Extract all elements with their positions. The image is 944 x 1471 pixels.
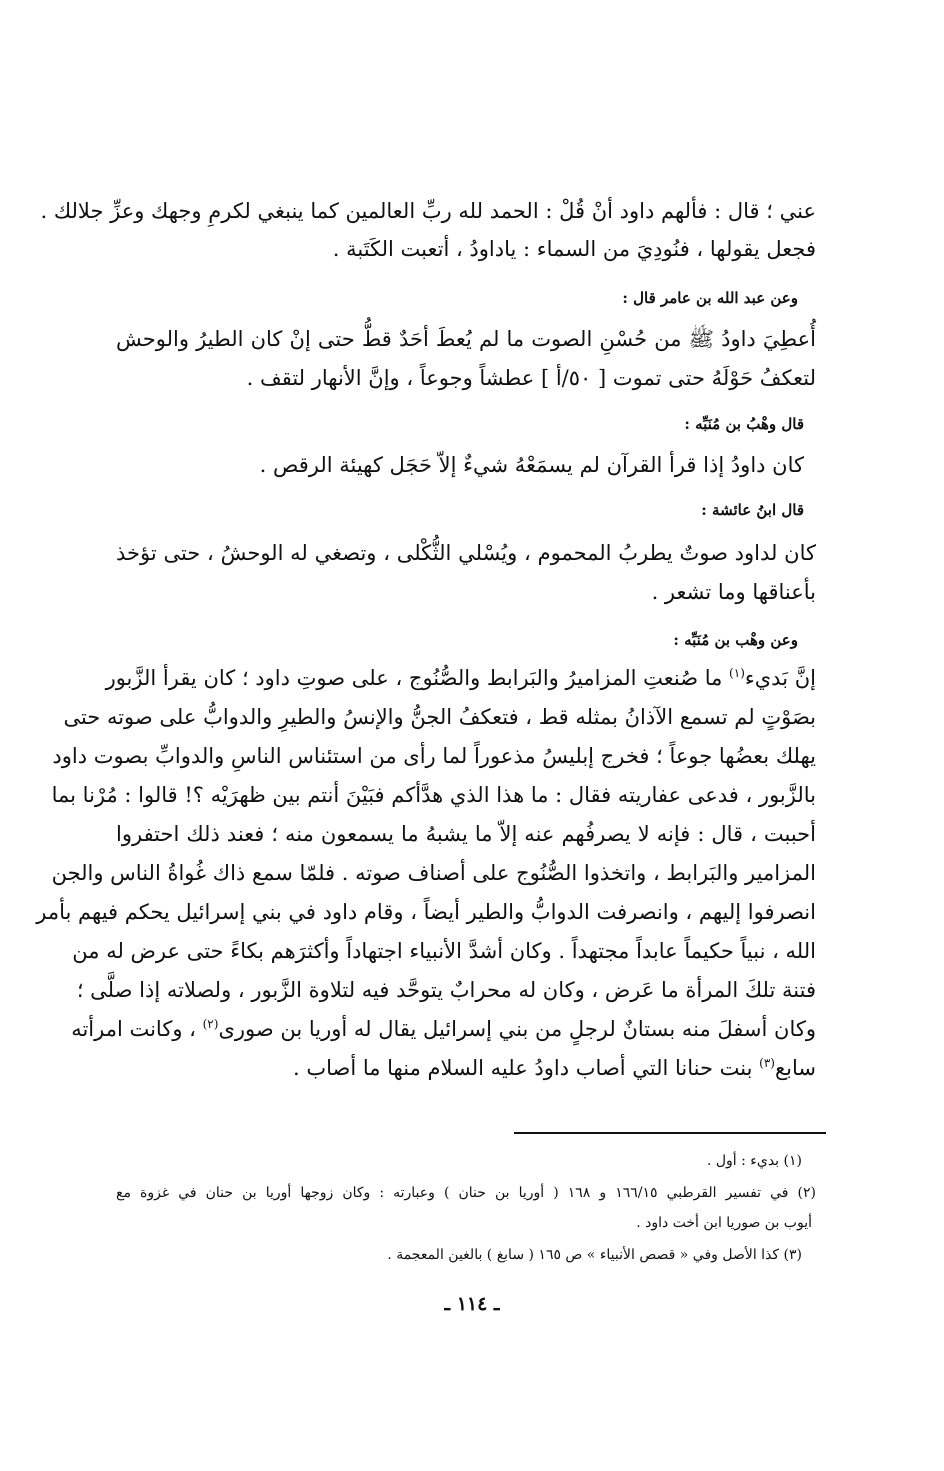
footnote-marker: (٢): [202, 1017, 219, 1031]
footnote: أيوب بن صوريا ابن أخت داود .: [636, 1215, 812, 1231]
body-line: لتعكفُ حَوْلَهُ حتى تموت [ ٥٠/أ ] عطشاً وجوعاً ، وإنَّ الأنهار لتقف .: [246, 366, 816, 390]
body-text: ما صُنعتِ المزاميرُ والبَرابط والصُّنُوج ، على صوتِ داود ؛ كان يقرأ الزَّبور: [105, 666, 730, 690]
body-line: يهلك بعضُها جوعاً ؛ فخرج إبليسُ مذعوراً لما رأى من استئناس الناسِ والدوابِّ بصوت داود: [52, 744, 816, 768]
body-text: سابع: [774, 1056, 816, 1080]
body-text: بنت حنانا التي أصاب داودُ عليه السلام منها ما أصاب .: [292, 1056, 760, 1080]
section-heading: قال ابنُ عائشة :: [701, 501, 804, 519]
body-line: فتنة تلكَ المرأة ما عَرض ، وكان له محرابٌ يتوحَّد فيه لتلاوة الزَّبور ، ولصلاته إذا صلَّى ؛: [76, 978, 816, 1002]
body-line: [105, 663, 816, 693]
section-heading: وعن عبد الله بن عامر قال :: [622, 289, 798, 307]
body-line: المزامير والبَرابط ، واتخذوا الصُّنُوج على أصناف صوته . فلمّا سمع ذاك غُواةُ الناس والجن: [51, 861, 816, 885]
footnote: (١) بديء : أول .: [706, 1153, 802, 1169]
body-line: كان لداود صوتٌ يطربُ المحموم ، ويُسْلي الثُّكْلى ، وتصغي له الوحشُ ، حتى تؤخذ: [116, 541, 816, 565]
body-line: أُعطِيَ داودُ ﷺ من حُسْنِ الصوت ما لم يُعطَ أحَدٌ قطُّ حتى إنْ كان الطيرُ والوحش: [116, 327, 816, 351]
footnote-separator: [514, 1132, 826, 1134]
body-line: بأعناقها وما تشعر .: [651, 580, 816, 604]
body-line: كان داودُ إذا قرأ القرآن لم يسمَعْهُ شيءٌ إلاّ حَجَل كهيئة الرقص .: [259, 453, 804, 477]
body-line: بصَوْتٍ لم تسمع الآذانُ بمثله قط ، فتعكفُ الجنُّ والإنسُ والطيرِ والدوابُّ على صوته حتى: [63, 705, 816, 729]
body-text: إنَّ بَديء: [744, 666, 816, 690]
body-text: وكان أسفلَ منه بستانٌ لرجلٍ من بني إسرائيل يقال له أوريا بن صورى: [218, 1017, 816, 1041]
footnote: (٢) في تفسير القرطبي ١٦٦/١٥ و ١٦٨ ( أوريا بن حنان ) وعبارته : وكان زوجها أوريا بن حنان في غزوة مع: [116, 1185, 816, 1201]
section-heading: وعن وهْب بن مُنَبِّه :: [673, 631, 798, 649]
body-text: ، وكانت امرأته: [71, 1017, 203, 1041]
body-line: [116, 1053, 816, 1083]
body-line: انصرفوا إليهم ، وانصرفت الدوابُّ والطير أيضاً ، وقام داود في بني إسرائيل يحكم فيهم بأمر: [36, 900, 816, 924]
section-heading: قال وهْبُ بن مُنَبِّه :: [684, 415, 804, 433]
footnote: (٣) كذا الأصل وفي « قصص الأنبياء » ص ١٦٥ ( سابغ ) بالغين المعجمة .: [387, 1247, 802, 1263]
footnote-marker: (١): [729, 666, 745, 680]
body-line: أحببت ، قال : فإنه لا يصرفُهم عنه إلاّ ما يشبهُ ما يسمعون منه ؛ فعند ذلك احتفروا: [116, 822, 816, 846]
body-line: بالزَّبور ، فدعى عفاريته فقال : ما هذا الذي هدَّأكم فبَيْنَ أنتم بين ظهرَيْه ؟! قالوا : مُرْنا بما: [51, 783, 816, 807]
body-line: الله ، نبياً حكيماً عابداً مجتهداً . وكان أشدَّ الأنبياء اجتهاداً وأكثرَهم بكاءً حتى عرض له من: [72, 939, 816, 963]
footnote-marker: (٣): [759, 1056, 775, 1070]
page-number: ـ ١١٤ ـ: [444, 1293, 500, 1315]
body-line: عني ؛ قال : فألهم داود أنْ قُلْ : الحمد لله ربِّ العالمين كما ينبغي لكرمِ وجهك وعزِّ جلالك .: [40, 199, 816, 223]
body-line: فجعل يقولها ، فنُودِيَ من السماء : ياداودُ ، أتعبت الكَتَبة .: [332, 237, 816, 261]
body-line: [71, 1014, 816, 1044]
